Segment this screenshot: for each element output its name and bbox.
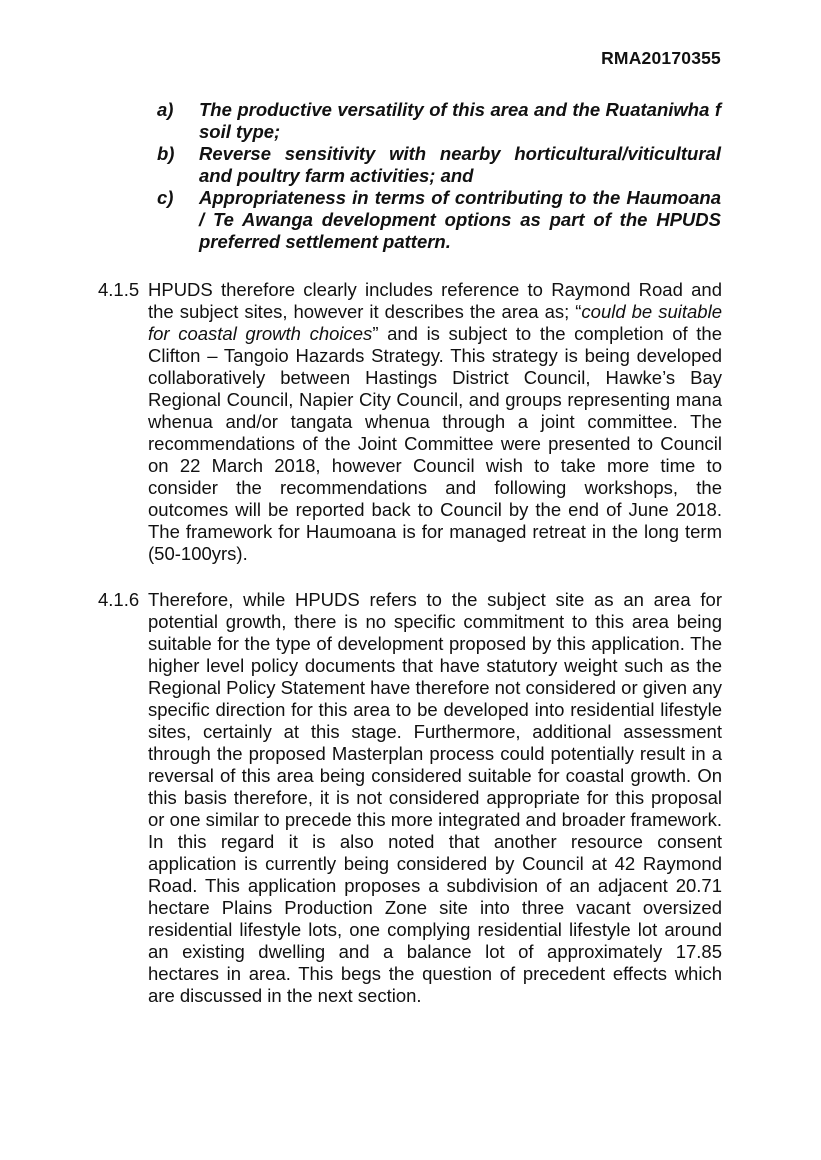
document-reference: RMA20170355 (601, 48, 721, 68)
paragraph-4-1-6 (0, 589, 821, 1007)
paragraph-text-part: ” and is subject to the completion of the Clifton – Tangoio Hazards Strategy. This strategy is being developed collaboratively between Hastings District Council, Hawke’s Bay Regional Council, Napier City Council, and groups representing mana whenua and/or tangata whenua through a joint committee. The recommendations of the Joint Committee were presented to Council on 22 March 2018, however Council wish to take more time to consider the recommendations and following workshops, the outcomes will be reported back to Council by the end of June 2018. The framework for Haumoana is for managed retreat in the long term (50-100yrs). (148, 323, 722, 564)
criteria-list (0, 99, 821, 253)
paragraph-text (148, 279, 722, 565)
list-marker: b) (157, 143, 175, 164)
paragraph-text: Therefore, while HPUDS refers to the subject site as an area for potential growth, there is no specific commitment to this area being suitable for the type of development proposed by this application. The higher level policy documents that have statutory weight such as the Regional Policy Statement have therefore not considered or given any specific direction for this area to be developed into residential lifestyle sites, certainly at this stage. Furthermore, additional assessment through the proposed Masterplan process could potentially result in a reversal of this area being considered suitable for coastal growth. On this basis therefore, it is not considered appropriate for this proposal or one similar to precede this more integrated and broader framework. In this regard it is also noted that another resource consent application is currently being considered by Council at 42 Raymond Road. This application proposes a subdivision of an adjacent 20.71 hectare Plains Production Zone site into three vacant oversized residential lifestyle lots, one complying residential lifestyle lot around an existing dwelling and a balance lot of approximately 17.85 hectares in area. This begs the question of precedent effects which are discussed in the next section. (148, 589, 722, 1006)
list-marker: c) (157, 187, 174, 208)
list-item (0, 187, 821, 253)
paragraph-number: 4.1.6 (98, 589, 140, 610)
list-item-text: Appropriateness in terms of contributing to the Haumoana / Te Awanga development options as part of the HPUDS preferred settlement pattern. (199, 187, 721, 252)
list-item-text: The productive versatility of this area and the Ruataniwha f soil type; (199, 99, 721, 142)
list-item (0, 99, 821, 143)
list-marker: a) (157, 99, 174, 120)
list-item (0, 143, 821, 187)
list-item-text: Reverse sensitivity with nearby horticultural/viticultural and poultry farm activities; and (199, 143, 721, 186)
paragraph-4-1-5 (0, 279, 821, 565)
paragraph-quote: could be suitable for coastal growth choices (148, 301, 722, 344)
paragraph-number: 4.1.5 (98, 279, 140, 300)
paragraph-text-part: HPUDS therefore clearly includes reference to Raymond Road and the subject sites, however it describes the area as; “ (148, 279, 722, 322)
